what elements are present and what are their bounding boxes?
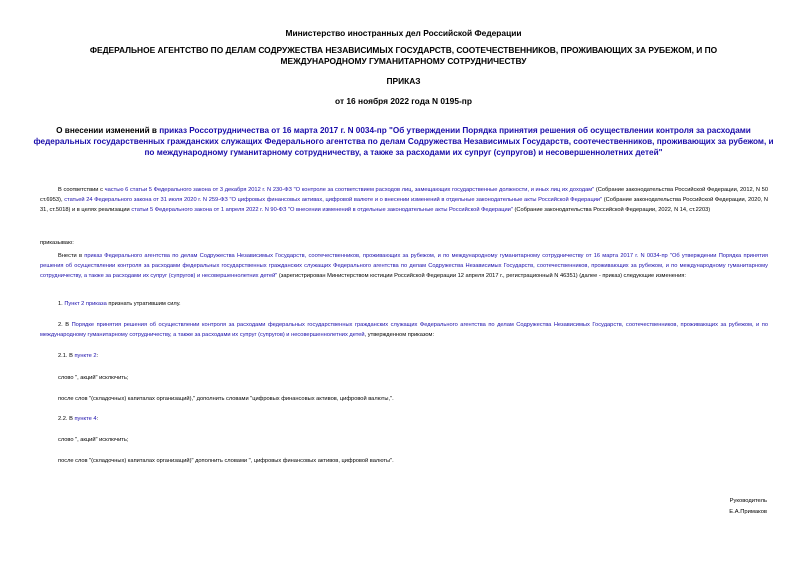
item-2-2-text: : bbox=[96, 416, 99, 422]
item-2-2-b: после слов "(складочных) капиталах организаций)" дополнить словами ", цифровых финансовых активов, цифровой валюты". bbox=[58, 458, 394, 464]
item-1-num: 1. bbox=[58, 301, 65, 307]
preamble-text-1: В соответствии с bbox=[58, 187, 105, 193]
doc-type: ПРИКАЗ bbox=[386, 76, 421, 86]
item-2-1 bbox=[40, 351, 768, 361]
item-2 bbox=[40, 320, 768, 340]
agency-name: ФЕДЕРАЛЬНОЕ АГЕНТСТВО ПО ДЕЛАМ СОДРУЖЕСТВА НЕЗАВИСИМЫХ ГОСУДАРСТВ, СООТЕЧЕСТВЕННИКОВ, ПРОЖИВАЮЩИХ ЗА РУБЕЖОМ, И ПО МЕЖДУНАРОДНОМУ ГУМАНИТАРНОМУ СОТРУДНИЧЕСТВУ bbox=[89, 45, 718, 66]
preamble-text-4: (Собрание законодательства Российской Федерации, 2022, N 14, ст.2203) bbox=[512, 207, 711, 213]
signature-name: Е.А.Примаков bbox=[729, 509, 767, 515]
item-2-1-a: слово ", акций" исключить; bbox=[58, 375, 129, 381]
subject-prefix: О внесении изменений в bbox=[56, 126, 160, 135]
item-2-2-a: слово ", акций" исключить; bbox=[58, 437, 129, 443]
item-1-text: признать утратившим силу. bbox=[106, 301, 181, 307]
preamble-link-2[interactable]: статьей 24 Федерального закона от 31 июля 2020 г. N 259-ФЗ "О цифровых финансовых активах, цифровой валюте и о внесении изменений в отдельные законодательные акты Российской Федерации" bbox=[64, 197, 603, 203]
preamble-paragraph bbox=[40, 185, 768, 215]
item-2-1-text: : bbox=[96, 353, 99, 359]
item-2-2 bbox=[40, 414, 768, 424]
intro-text-1: Внести в bbox=[58, 253, 85, 259]
order-word: приказываю: bbox=[40, 240, 74, 246]
doc-subject bbox=[30, 125, 777, 158]
item-1 bbox=[40, 299, 768, 309]
item-2-2-link[interactable]: пункте 4 bbox=[74, 416, 97, 422]
item-2-link[interactable]: Порядке принятия решения об осуществлении контроля за расходами федеральных государственных гражданских служащих Федерального агентства по делам Содружества Независимых Государств, соотечественников, проживающих за рубежом, и по международному гуманитарному сотрудничеству, а также за расходами их супруг (супругов) и несовершеннолетних детей bbox=[40, 322, 768, 338]
item-2-2-num: 2.2. В bbox=[58, 416, 75, 422]
item-2-1-b: после слов "(складочных) капиталах организаций)," дополнить словами "цифровых финансовых активов, цифровой валюты,". bbox=[58, 396, 394, 402]
intro-link[interactable]: приказ Федерального агентства по делам Содружества Независимых Государств, соотечественников, проживающих за рубежом, и по международному гуманитарному сотрудничеству от 16 марта 2017 г. N 0034-пр "Об утверждении Порядка принятия решения об осуществлении контроля за расходами федеральных государственных гражданских служащих Федерального агентства по делам Содружества Независимых Государств, соотечественников, проживающих за рубежом, и по международному гуманитарному сотрудничеству, а также за расходами их супруг (супругов) и несовершеннолетних детей" bbox=[40, 253, 768, 279]
preamble-text-3: (Собрание законодательства Российской Федерации, 2020, N 31, ст.5018) и в целях реализации bbox=[40, 197, 768, 213]
item-1-link[interactable]: Пункт 2 приказа bbox=[64, 301, 107, 307]
preamble-link-1[interactable]: частью 6 статьи 5 Федерального закона от 3 декабря 2012 г. N 230-ФЗ "О контроле за соответствием расходов лиц, замещающих государственные должности, и иных лиц их доходам" bbox=[104, 187, 595, 193]
preamble-link-3[interactable]: статьи 5 Федерального закона от 1 апреля 2022 г. N 90-ФЗ "О внесении изменений в отдельные законодательные акты Российской Федерации" bbox=[131, 207, 513, 213]
item-2-num: 2. В bbox=[58, 322, 72, 328]
preamble-text-2: (Собрание законодательства Российской Федерации, 2012, N 50 ст.6953), bbox=[40, 187, 769, 203]
item-2-1-link[interactable]: пункте 2 bbox=[74, 353, 97, 359]
intro-paragraph bbox=[40, 251, 768, 281]
signature-title: Руководитель bbox=[729, 498, 767, 504]
item-2-text: , утвержденном приказом: bbox=[364, 332, 435, 338]
ministry-name: Министерство иностранных дел Российской Федерации bbox=[285, 28, 522, 38]
subject-link[interactable]: приказ Россотрудничества от 16 марта 2017 г. N 0034-пр "Об утверждении Порядка принятия решения об осуществлении контроля за расходами федеральных государственных гражданских служащих Федерального агентства по делам Содружества Независимых Государств, соотечественников, проживающих за рубежом, и по международному гуманитарному сотрудничеству, а также за расходами их супруг (супругов) и несовершеннолетних детей" bbox=[33, 126, 774, 157]
doc-date-number: от 16 ноября 2022 года N 0195-пр bbox=[335, 96, 472, 106]
intro-text-2: (зарегистрирован Министерством юстиции Российской Федерации 12 апреля 2017 г., регистрационный N 46351) (далее - приказ) следующие изменения: bbox=[277, 273, 686, 279]
item-2-1-num: 2.1. В bbox=[58, 353, 75, 359]
